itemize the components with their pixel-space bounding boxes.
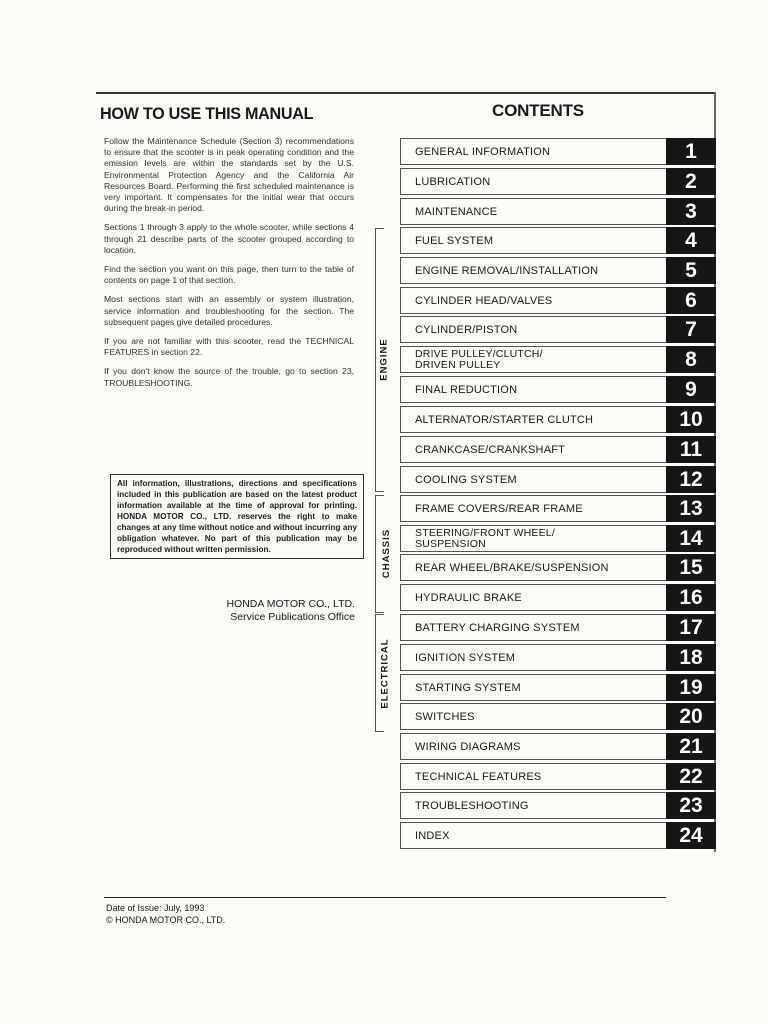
- intro-paragraph: Follow the Maintenance Schedule (Section 3) recommendations to ensure that the scooter is in peak operating condition and the emission levels are within the standards set by the U.S. Environmental Protection Agency and the California Air Resources Board. Performing the first scheduled maintenance is very important. It compensates for the initial wear that occurs during the break-in period.: [104, 136, 354, 214]
- toc-label: STEERING/FRONT WHEEL/ SUSPENSION: [415, 526, 555, 550]
- publisher-block: [180, 598, 355, 624]
- footer: [106, 902, 225, 926]
- toc-label: HYDRAULIC BRAKE: [415, 591, 522, 604]
- toc-label: DRIVE PULLEY/CLUTCH/ DRIVEN PULLEY: [415, 347, 543, 371]
- toc-section-number: 11: [666, 436, 716, 463]
- toc-section-number: 12: [666, 466, 716, 493]
- toc-section-number: 8: [666, 346, 716, 373]
- toc-row[interactable]: [400, 525, 716, 552]
- toc-label: CRANKCASE/CRANKSHAFT: [415, 443, 566, 456]
- toc-section-number: 15: [666, 554, 716, 581]
- toc-section-number: 16: [666, 584, 716, 611]
- publisher-name: HONDA MOTOR CO., LTD.: [226, 598, 355, 610]
- toc-label: STARTING SYSTEM: [415, 681, 521, 694]
- toc-row[interactable]: [400, 554, 716, 581]
- intro-paragraph: If you are not familiar with this scooter, read the TECHNICAL FEATURES in section 22.: [104, 336, 354, 358]
- toc-label: TECHNICAL FEATURES: [415, 770, 542, 783]
- toc-section-number: 3: [666, 198, 716, 225]
- intro-text: [104, 136, 354, 397]
- toc-label: CYLINDER HEAD/VALVES: [415, 294, 553, 307]
- toc-row[interactable]: [400, 792, 716, 819]
- toc-label: FINAL REDUCTION: [415, 383, 518, 396]
- toc-section-number: 18: [666, 644, 716, 671]
- toc-section-number: 1: [666, 138, 716, 165]
- toc-section-number: 9: [666, 376, 716, 403]
- toc-row[interactable]: [400, 168, 716, 195]
- toc-label: ALTERNATOR/STARTER CLUTCH: [415, 413, 594, 426]
- toc-row[interactable]: [400, 495, 716, 522]
- toc-row[interactable]: [400, 763, 716, 790]
- toc-row[interactable]: [400, 584, 716, 611]
- toc-row[interactable]: [400, 436, 716, 463]
- page-title: HOW TO USE THIS MANUAL: [100, 104, 314, 123]
- toc-row[interactable]: [400, 703, 716, 730]
- toc-section-number: 13: [666, 495, 716, 522]
- toc-row[interactable]: [400, 227, 716, 254]
- toc-row[interactable]: [400, 674, 716, 701]
- toc-row[interactable]: [400, 198, 716, 225]
- toc-section-number: 10: [666, 406, 716, 433]
- intro-paragraph: Most sections start with an assembly or system illustration, service information and troubleshooting for the section. The subsequent pages give detailed procedures.: [104, 294, 354, 327]
- toc-row[interactable]: [400, 257, 716, 284]
- toc-section-number: 19: [666, 674, 716, 701]
- issue-date: Date of Issue: July, 1993: [106, 903, 205, 913]
- toc-section-number: 4: [666, 227, 716, 254]
- toc-label: TROUBLESHOOTING: [415, 799, 529, 812]
- toc-label: GENERAL INFORMATION: [415, 145, 551, 158]
- toc-section-number: 20: [666, 703, 716, 730]
- toc-label: WIRING DIAGRAMS: [415, 740, 521, 753]
- toc-label: REAR WHEEL/BRAKE/SUSPENSION: [415, 561, 609, 574]
- toc-section-number: 24: [666, 822, 716, 849]
- toc-label: ENGINE REMOVAL/INSTALLATION: [415, 264, 599, 277]
- toc-section-number: 2: [666, 168, 716, 195]
- toc-section-number: 23: [666, 792, 716, 819]
- toc-section-number: 17: [666, 614, 716, 641]
- group-label-electrical: ELECTRICAL: [379, 638, 391, 709]
- intro-paragraph: Sections 1 through 3 apply to the whole scooter, while sections 4 through 21 describe parts of the scooter grouped according to location.: [104, 222, 354, 255]
- toc-label: LUBRICATION: [415, 175, 491, 188]
- toc-row[interactable]: [400, 376, 716, 403]
- toc-row[interactable]: [400, 316, 716, 343]
- toc-label: FRAME COVERS/REAR FRAME: [415, 502, 583, 515]
- publisher-office: Service Publications Office: [230, 611, 355, 623]
- toc-label: CYLINDER/PISTON: [415, 323, 518, 336]
- toc-row[interactable]: [400, 614, 716, 641]
- toc-label: BATTERY CHARGING SYSTEM: [415, 621, 580, 634]
- toc-section-number: 7: [666, 316, 716, 343]
- toc-row[interactable]: [400, 466, 716, 493]
- toc-label: MAINTENANCE: [415, 205, 498, 218]
- toc-row[interactable]: [400, 733, 716, 760]
- copyright: © HONDA MOTOR CO., LTD.: [106, 915, 226, 925]
- toc-label: COOLING SYSTEM: [415, 473, 517, 486]
- toc-section-number: 6: [666, 287, 716, 314]
- toc-label: INDEX: [415, 829, 450, 842]
- intro-paragraph: Find the section you want on this page, then turn to the table of contents on page 1 of that section.: [104, 264, 354, 286]
- notice-box: All information, illustrations, directions and specifications included in this publication are based on the latest product information available at the time of approval for printing. HONDA MOTOR CO., LTD. reserves the right to make changes at any time without notice and without incurring any obligation whatever. No part of this publication may be reproduced without written permission.: [110, 474, 364, 559]
- toc-section-number: 14: [666, 525, 716, 552]
- group-label-engine: ENGINE: [378, 338, 390, 381]
- group-label-chassis: CHASSIS: [381, 528, 393, 579]
- toc-label: IGNITION SYSTEM: [415, 651, 516, 664]
- toc-row[interactable]: [400, 287, 716, 314]
- toc-row[interactable]: [400, 822, 716, 849]
- toc-section-number: 22: [666, 763, 716, 790]
- toc-label: FUEL SYSTEM: [415, 234, 494, 247]
- footer-rule: [104, 897, 666, 898]
- toc-section-number: 21: [666, 733, 716, 760]
- intro-paragraph: If you don't know the source of the trouble, go to section 23, TROUBLESHOOTING.: [104, 366, 354, 388]
- toc-label: SWITCHES: [415, 710, 475, 723]
- toc-row[interactable]: [400, 346, 716, 373]
- contents-title: CONTENTS: [492, 101, 584, 120]
- toc-row[interactable]: [400, 644, 716, 671]
- toc-section-number: 5: [666, 257, 716, 284]
- top-rule: [96, 92, 716, 94]
- toc-row[interactable]: [400, 138, 716, 165]
- toc-row[interactable]: [400, 406, 716, 433]
